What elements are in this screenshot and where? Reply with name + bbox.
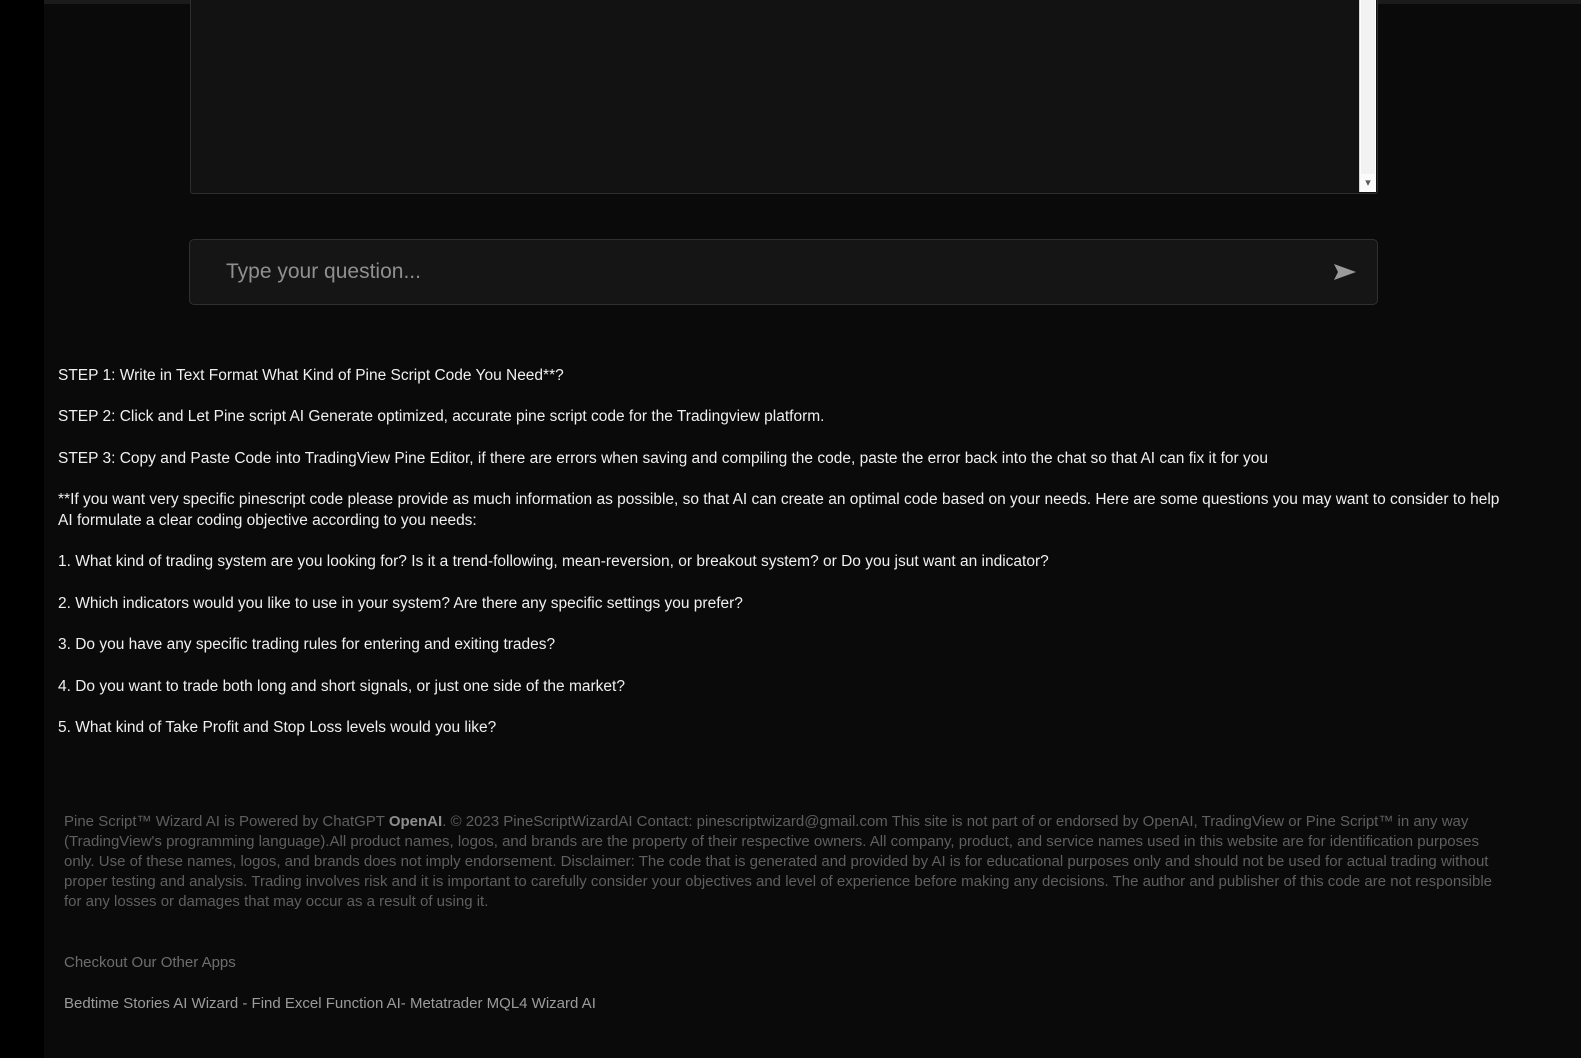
instruction-step-2: STEP 2: Click and Let Pine script AI Generate optimized, accurate pine script code for the Tradingview platform.: [58, 408, 825, 426]
chevron-down-icon[interactable]: ▾: [1360, 174, 1376, 192]
instruction-question-1: 1. What kind of trading system are you looking for? Is it a trend-following, mean-reversion, or breakout system? or Do you jsut want an indicator?: [58, 553, 1049, 571]
instruction-note: **If you want very specific pinescript code please provide as much information as possible, so that AI can create an optimal code based on your needs. Here are some questions you may want to consider to help AI formulate a clear coding objective according to you needs:: [58, 491, 1500, 529]
instruction-question-5: 5. What kind of Take Profit and Stop Loss levels would you like?: [58, 719, 497, 737]
footer-legal-post: . © 2023 PineScriptWizardAI Contact: pinescriptwizard@gmail.com This site is not part of or endorsed by OpenAI, TradingView or Pine Script™ in any way (TradingView's programming language).All product names, logos, and brands are the property of their respective owners. All company, product, and service names used in this website are for identification purposes only. Use of these names, logos, and brands does not imply endorsement. Disclaimer: The code that is generated and provided by AI is for educational purposes only and should not be used for actual trading without proper testing and analysis. Trading involves risk and it is important to carefully consider your objectives and level of experience before making any decisions. The author and publisher of this code are not responsible for any losses or damages that may occur as a result of using it.: [64, 813, 1493, 910]
instruction-question-2: 2. Which indicators would you like to use in your system? Are there any specific settings you prefer?: [58, 594, 743, 612]
instruction-step-3: STEP 3: Copy and Paste Code into TradingView Pine Editor, if there are errors when saving and compiling the code, paste the error back into the chat so that AI can fix it for you: [58, 449, 1268, 467]
instruction-question-3: 3. Do you have any specific trading rules for entering and exiting trades?: [58, 636, 556, 654]
question-input[interactable]: [190, 241, 1313, 303]
scrollbar-thumb[interactable]: [1361, 0, 1375, 174]
footer: [64, 812, 1504, 1012]
instruction-question-4: 4. Do you want to trade both long and short signals, or just one side of the market?: [58, 677, 625, 695]
other-apps-heading: Checkout Our Other Apps: [64, 953, 236, 971]
instruction-step-1: STEP 1: Write in Text Format What Kind of Pine Script Code You Need**?: [58, 367, 564, 384]
footer-openai-label: OpenAI: [388, 813, 443, 830]
paper-plane-icon: [1332, 261, 1358, 283]
code-output-panel[interactable]: [190, 0, 1378, 194]
other-apps-links-text[interactable]: Bedtime Stories AI Wizard - Find Excel Function AI- Metatrader MQL4 Wizard AI: [64, 994, 596, 1012]
code-output-scrollbar[interactable]: [1359, 0, 1376, 192]
question-input-row[interactable]: [189, 239, 1378, 305]
send-button[interactable]: [1313, 241, 1377, 303]
left-gutter: [0, 0, 44, 1058]
footer-legal-text: [64, 812, 1504, 912]
other-apps-links[interactable]: [64, 995, 1504, 1012]
instructions-block: [58, 366, 1518, 760]
footer-legal-pre: Pine Script™ Wizard AI is Powered by ChatGPT: [64, 813, 389, 830]
